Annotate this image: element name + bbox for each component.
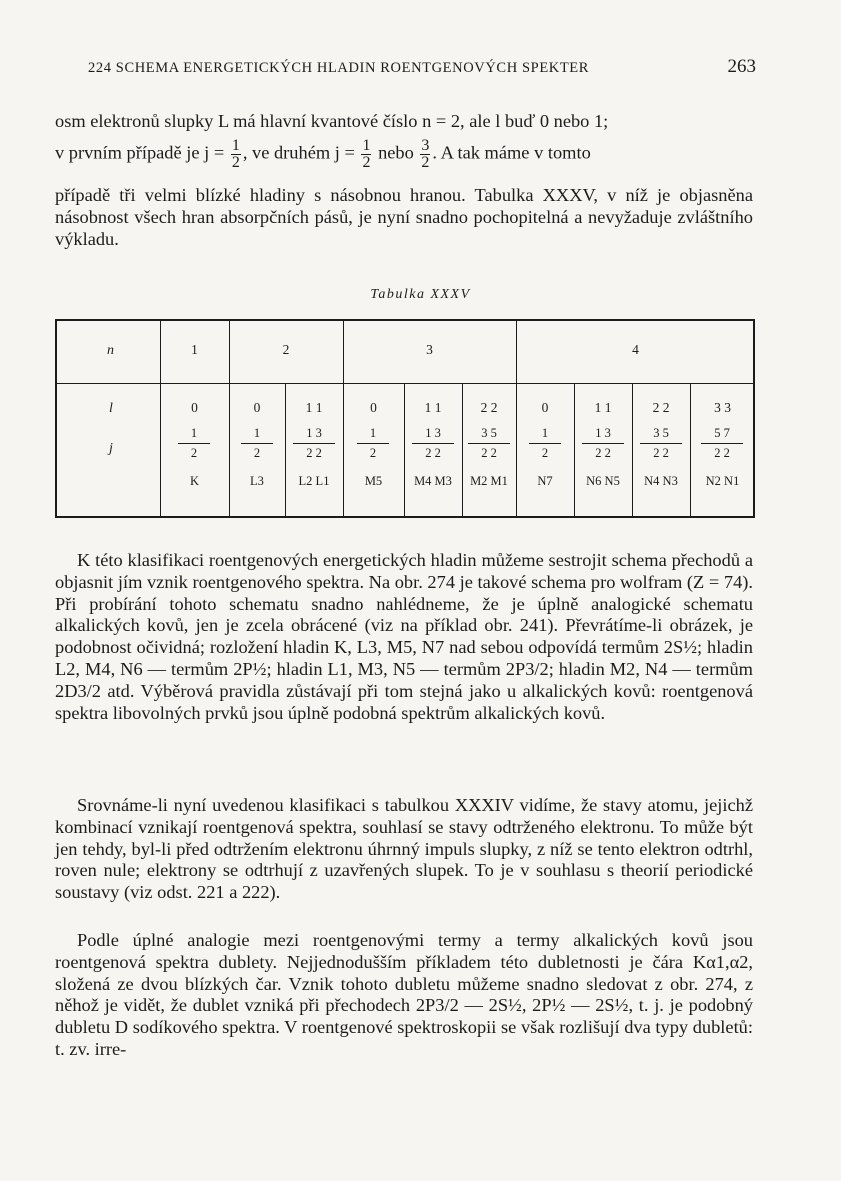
table-divider [57,383,753,384]
intro-text-d: . A tak máme v tomto [432,142,591,163]
j-den: 2 2 [595,445,611,460]
j-num: 1 3 [306,426,322,440]
j-num: 5 7 [714,426,730,440]
fraction-half-2 [361,138,371,171]
intro-text-a: v prvním případě je j = [55,142,225,163]
page-number: 263 [727,56,756,77]
intro-text-c: nebo [378,142,414,163]
l-value: 1 1 [424,400,442,415]
level-symbol: L2 L1 [298,474,330,488]
l-value: 1 1 [305,400,323,415]
j-num: 1 [541,426,549,440]
l-value: 0 [253,400,261,415]
j-num: 3 5 [481,426,497,440]
j-fraction [293,427,335,459]
level-symbol: N7 [537,474,553,488]
j-fraction [412,427,454,459]
n-value: 3 [426,342,433,357]
j-den: 2 2 [425,445,441,460]
j-den: 2 2 [714,445,730,460]
table-xxxv [55,319,755,518]
j-num: 1 [190,426,198,440]
j-fraction [357,427,389,459]
n-value: 2 [282,342,290,357]
level-symbol: N4 N3 [644,474,678,488]
j-den: 2 2 [306,445,322,460]
level-symbol: N2 N1 [705,474,740,488]
running-header [88,56,756,77]
j-fraction [178,427,210,459]
fraction-three-halves [420,138,430,171]
j-fraction [241,427,273,459]
intro-line-2 [55,138,753,171]
frac-den: 2 [421,154,430,171]
j-den: 2 [541,445,549,460]
l-value: 0 [370,400,377,415]
j-den: 2 [369,445,377,460]
j-fraction [582,427,624,459]
frac-den: 2 [231,154,240,171]
level-symbol: K [189,474,200,488]
l-value: 3 3 [714,400,731,415]
frac-den: 2 [362,154,371,171]
row-label-l: l [109,401,113,416]
level-symbol: M4 M3 [414,474,452,488]
row-label-j: j [109,441,113,456]
paragraph-1: K této klasifikaci roentgenových energetických hladin můžeme sestrojit schema přechodů a objasnit jím vznik roentgenového spektra. Na obr. 274 je takové schema pro wolfram (Z = 74). Při probírání tohoto schematu snadno nahlédneme, že je úplně analogické schematu alkalických kovů, jen je zcela obrácené (viz na příklad obr. 241). Převrátíme-li obrázek, je podobnost očividná; rozložení hladin K, L3, M5, N7 nad sebou odpovídá termům 2S½; hladin L2, M4, N6 — termům 2P½; hladin L1, M3, N5 — termům 2P3/2; hladin M2, N4 — termům 2D3/2 atd. Výběrová pravidla zůstávají při tom stejná jako u alkalických kovů: roentgenová spektra libovolných prvků jsou úplně podobná spektrům alkalických kovů. [55,550,753,723]
j-fraction [640,427,682,459]
j-fraction [468,427,510,459]
fraction-half [231,138,241,171]
level-symbol: M2 M1 [470,474,508,488]
l-value: 1 1 [594,400,612,415]
j-den: 2 2 [481,445,497,460]
j-num: 1 3 [425,426,441,440]
intro-line-1: osm elektronů slupky L má hlavní kvantové číslo n = 2, ale l buď 0 nebo 1; [55,111,609,131]
n-value: 1 [191,342,198,357]
j-fraction [529,427,561,459]
j-den: 2 [253,445,261,460]
level-symbol: M5 [364,474,383,488]
table-caption: Tabulka XXXV [370,287,471,302]
j-num: 1 3 [595,426,611,440]
header-title: 224 SCHEMA ENERGETICKÝCH HLADIN ROENTGENOVÝCH SPEKTER [88,60,590,76]
j-num: 1 [253,426,261,440]
frac-num: 1 [362,137,371,154]
j-fraction [701,427,743,459]
level-symbol: N6 N5 [586,474,620,488]
level-symbol: L3 [250,474,264,488]
frac-num: 3 [421,137,430,154]
j-den: 2 2 [653,445,669,460]
intro-rest: případě tři velmi blízké hladiny s násobnou hranou. Tabulka XXXV, v níž je objasněna násobnost všech hran absorpčních pásů, je nyní snadno pochopitelná a nevyžaduje zvláštního výkladu. [55,185,753,249]
row-label-n: n [107,343,114,358]
l-value: 0 [191,400,198,415]
l-value: 2 2 [652,400,670,415]
paragraph-3: Podle úplné analogie mezi roentgenovými termy a termy alkalických kovů jsou roentgenová spektra dublety. Nejjednodušším příkladem této dubletnosti je čára Kα1,α2, složená ze dvou blízkých čar. Vznik tohoto dubletu můžeme snadno sledovat z obr. 274, z něhož je vidět, že dublet vzniká při přechodech 2P3/2 — 2S½, 2P½ — 2S½, t. j. je podobný dubletu D sodíkového spektra. V roentgenové spektroskopii se však rozlišují dva typy dubletů: t. zv. irre- [55,930,753,1059]
n-value: 4 [632,342,639,357]
j-num: 1 [369,426,377,440]
j-num: 3 5 [653,426,669,440]
j-den: 2 [190,445,198,460]
paragraph-2: Srovnáme-li nyní uvedenou klasifikaci s tabulkou XXXIV vidíme, že stavy atomu, jejichž kombinací vznikají roentgenová spektra, souhlasí se stavy odtrženého elektronu. To může být jen tehdy, byl-li před odtržením elektronu úhrnný impuls slupky, z níž se tento elektron odtrhl, roven nule; elektrony se odtrhují z uzavřených slupek. To je v souhlasu s theorií periodické soustavy (viz odst. 221 a 222). [55,795,753,903]
l-value: 0 [541,400,549,415]
frac-num: 1 [231,137,240,154]
intro-text-b: , ve druhém j = [242,142,355,163]
l-value: 2 2 [480,400,498,415]
